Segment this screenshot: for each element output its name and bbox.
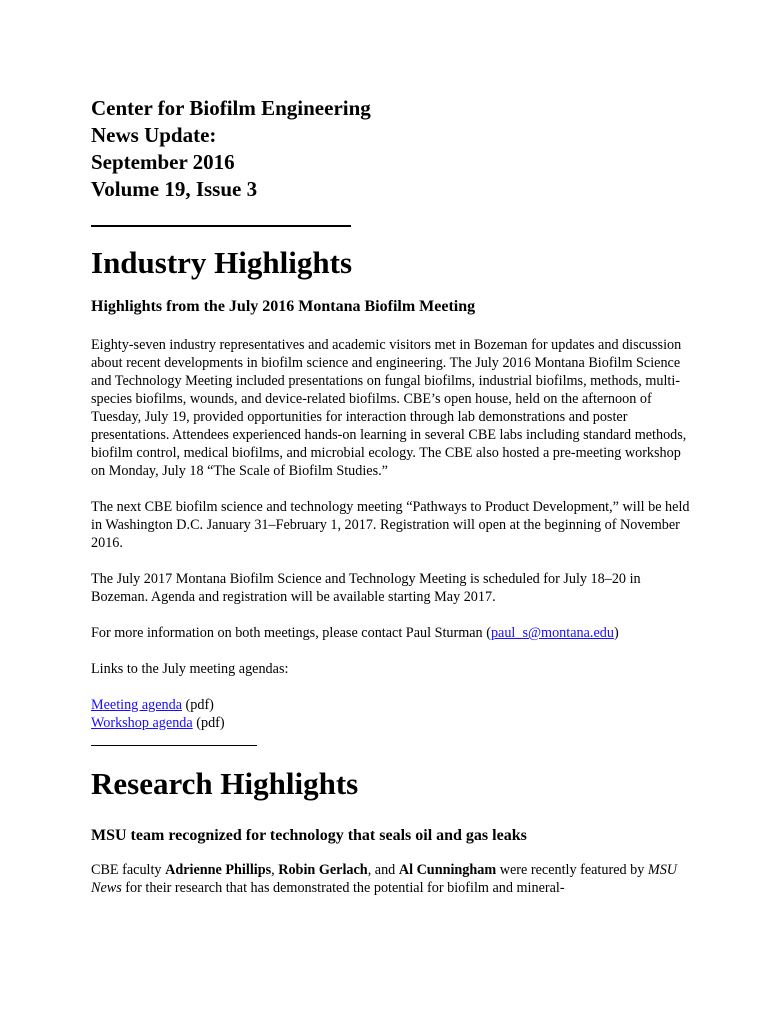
masthead-title: News Update: xyxy=(91,123,217,147)
masthead-volume: Volume 19, Issue 3 xyxy=(91,177,258,201)
contact-close: ) xyxy=(613,625,619,641)
meeting-agenda-link[interactable]: Meeting agenda xyxy=(91,697,182,713)
agenda-links-intro: Links to the July meeting agendas: xyxy=(91,661,289,677)
newsletter-page xyxy=(91,95,691,897)
faculty-name-1: Adrienne Phillips xyxy=(165,862,272,878)
research-end-text: for their research that has demonstrated the potential for biofilm and mineral- xyxy=(121,880,565,896)
industry-paragraph-3: The July 2017 Montana Biofilm Science and Technology Meeting is scheduled for July 18–20 in Bozeman. Agenda and registration will be available starting May 2017. xyxy=(91,571,641,605)
research-paragraph xyxy=(91,861,691,897)
masthead-org: Center for Biofilm Engineering xyxy=(91,96,371,120)
research-mid-text: were recently featured by xyxy=(496,862,648,878)
industry-paragraph-1: Eighty-seven industry representatives and academic visitors met in Bozeman for updates and discussion about recent developments in biofilm science and engineering. The July 2016 Montana Biofilm Science and Technology Meeting included presentations on fungal biofilms, industrial biofilms, methods, multi-species biofilms, wounds, and device-related biofilms. CBE’s open house, held on the afternoon of Tuesday, July 19, provided opportunities for interaction through lab demonstrations and poster presentations. Attendees experienced hands-on learning in several CBE labs including standard methods, biofilm control, medical biofilms, and microbial ecology. The CBE also hosted a pre-meeting workshop on Monday, July 18 “The Scale of Biofilm Studies.” xyxy=(91,337,687,479)
faculty-name-3: Al Cunningham xyxy=(398,862,497,878)
meeting-agenda-suffix: (pdf) xyxy=(182,697,214,713)
masthead xyxy=(91,95,691,203)
research-heading: Research Highlights xyxy=(91,766,359,801)
separator-1: , xyxy=(271,862,279,878)
industry-heading: Industry Highlights xyxy=(91,245,353,280)
industry-contact-paragraph xyxy=(91,624,691,642)
news-source: MSU News xyxy=(91,862,678,896)
workshop-agenda-suffix: (pdf) xyxy=(192,715,225,731)
contact-text: For more information on both meetings, please contact Paul Sturman ( xyxy=(91,625,491,641)
industry-subheading: Highlights from the July 2016 Montana Biofilm Meeting xyxy=(91,298,476,315)
contact-email-link[interactable]: paul_s@montana.edu xyxy=(490,625,614,641)
section-divider xyxy=(91,745,257,746)
faculty-name-2: Robin Gerlach xyxy=(278,862,368,878)
industry-paragraph-2: The next CBE biofilm science and technology meeting “Pathways to Product Development,” will be held in Washington D.C. January 31–February 1, 2017. Registration will open at the beginning of November 2016. xyxy=(91,499,690,551)
research-intro-text: CBE faculty xyxy=(91,862,166,878)
agenda-links xyxy=(91,696,691,732)
workshop-agenda-link[interactable]: Workshop agenda xyxy=(91,715,193,731)
masthead-date: September 2016 xyxy=(91,150,235,174)
research-subheading: MSU team recognized for technology that seals oil and gas leaks xyxy=(91,827,527,844)
separator-2: , and xyxy=(367,862,399,878)
masthead-divider xyxy=(91,225,351,227)
